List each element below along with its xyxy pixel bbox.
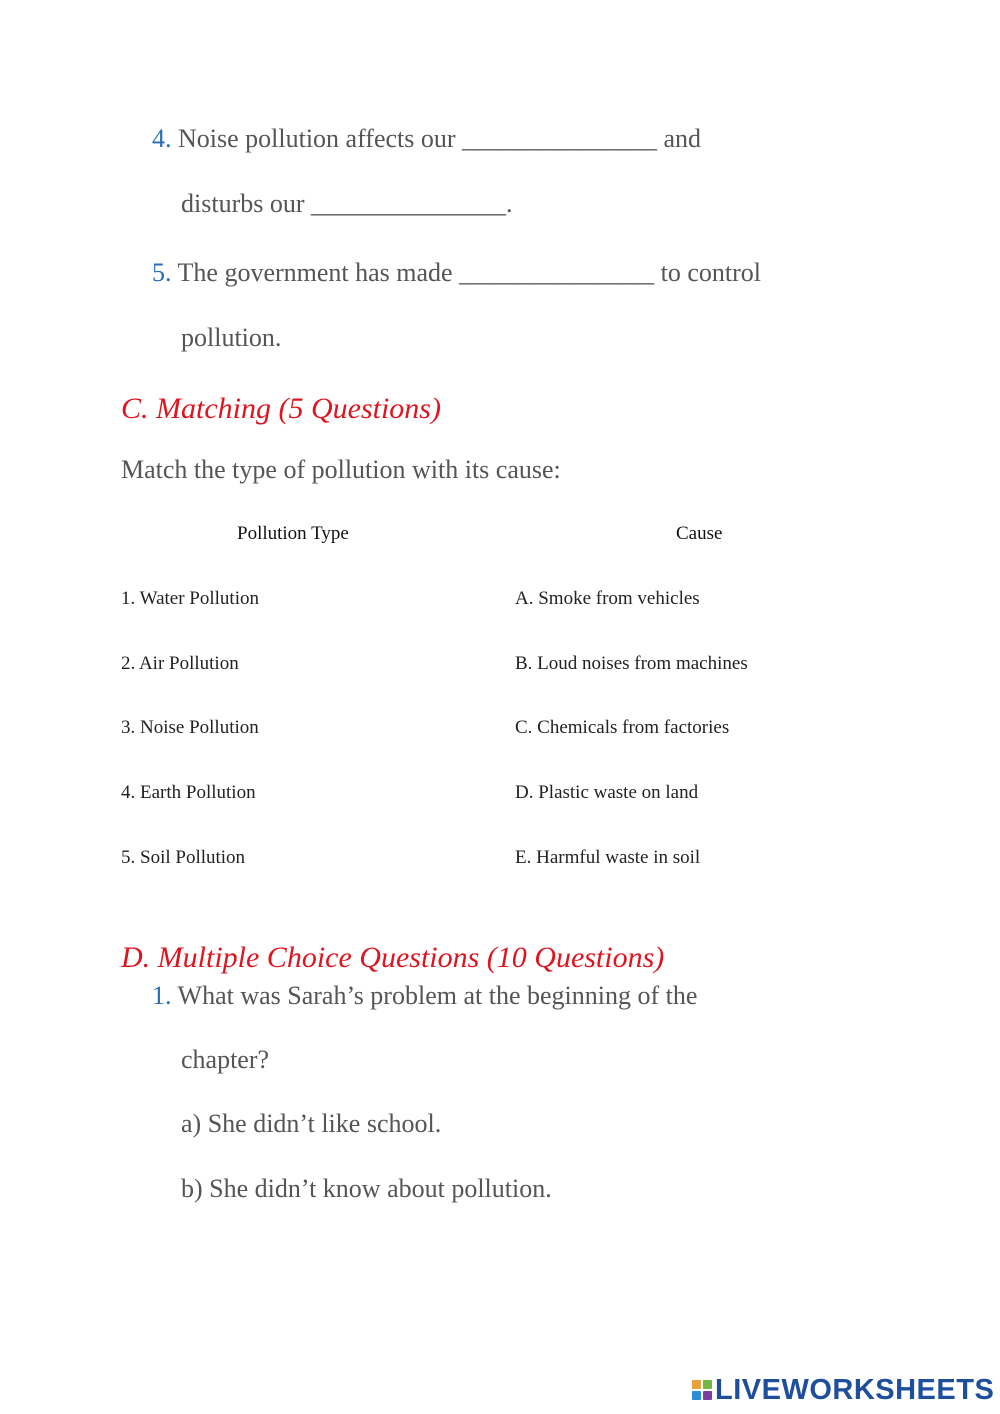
liveworksheets-logo <box>692 1375 994 1405</box>
cause-d: D. Plastic waste on land <box>515 782 699 803</box>
cause-b: B. Loud noises from machines <box>515 653 748 674</box>
pollution-type-2: 2. Air Pollution <box>121 653 239 674</box>
question-number: 4. <box>152 124 172 153</box>
pollution-type-4: 4. Earth Pollution <box>121 782 256 803</box>
question-number: 1. <box>152 981 172 1010</box>
matching-instruction: Match the type of pollution with its cause: <box>121 455 561 484</box>
mcq-option-a[interactable]: a) She didn’t like school. <box>181 1109 442 1138</box>
matching-heading: C. Matching (5 Questions) <box>121 392 441 425</box>
pollution-type-1: 1. Water Pollution <box>121 588 259 609</box>
question-text: Noise pollution affects our _______________ and <box>178 124 702 153</box>
fill-blank-5-line1 <box>152 258 761 288</box>
mcq-question-1-line2: chapter? <box>181 1045 270 1074</box>
question-number: 5. <box>152 258 172 287</box>
mcq-option-b[interactable]: b) She didn’t know about pollution. <box>181 1174 552 1203</box>
cause-a: A. Smoke from vehicles <box>515 588 700 609</box>
logo-icon <box>692 1380 712 1400</box>
question-text: What was Sarah’s problem at the beginning of the <box>177 981 698 1010</box>
fill-blank-5-line2: pollution. <box>181 323 282 352</box>
cause-e: E. Harmful waste in soil <box>515 847 701 868</box>
pollution-type-3: 3. Noise Pollution <box>121 717 259 738</box>
fill-blank-4-line1 <box>152 124 701 154</box>
fill-blank-4-line2: disturbs our _______________. <box>181 189 513 218</box>
mcq-question-1-line1 <box>152 981 697 1011</box>
question-text: The government has made _______________ to control <box>177 258 761 287</box>
cause-c: C. Chemicals from factories <box>515 717 730 738</box>
column-header-pollution-type: Pollution Type <box>237 523 349 544</box>
pollution-type-5: 5. Soil Pollution <box>121 847 246 868</box>
column-header-cause: Cause <box>676 523 723 544</box>
mcq-heading: D. Multiple Choice Questions (10 Questions) <box>121 941 665 974</box>
logo-text: LIVEWORKSHEETS <box>715 1373 995 1406</box>
